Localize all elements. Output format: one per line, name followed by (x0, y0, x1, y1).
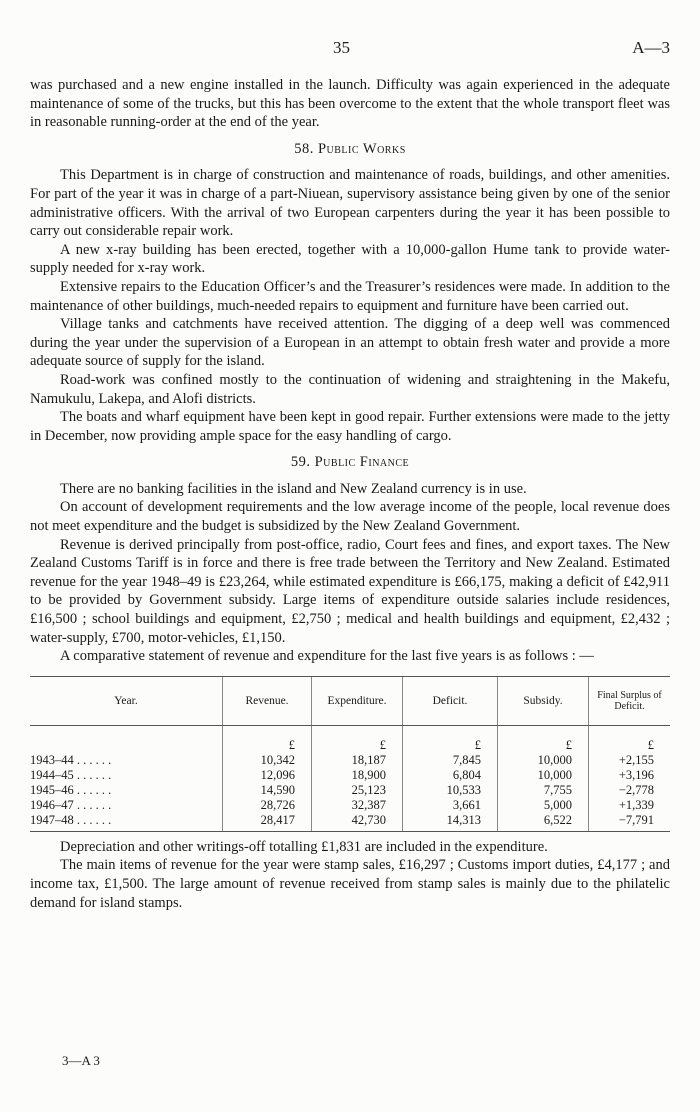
paragraph: The boats and wharf equipment have been kept in good repair. Further extensions were made to the jetty in December, now providing ample space for the easy handling of cargo. (30, 409, 670, 444)
column-header-deficit: Deficit. (403, 676, 498, 725)
subsidy-cell: 10,000 (498, 753, 589, 768)
deficit-cell: 14,313 (403, 813, 498, 832)
unit-cell: £ (403, 725, 498, 753)
table-row (30, 813, 670, 832)
deficit-cell: 3,661 (403, 798, 498, 813)
paragraph: A comparative statement of revenue and expenditure for the last five years is as follows : — (60, 648, 594, 665)
expenditure-cell: 25,123 (312, 783, 403, 798)
footer-signature: 3—A 3 (62, 1053, 100, 1068)
unit-cell: £ (223, 725, 312, 753)
final-cell: +1,339 (589, 798, 671, 813)
subsidy-cell: 5,000 (498, 798, 589, 813)
revenue-cell: 10,342 (223, 753, 312, 768)
column-header-final-surplus: Final Surplus of Deficit. (589, 676, 671, 725)
final-cell: +2,155 (589, 753, 671, 768)
year-cell: 1944–45 . . . . . . (30, 767, 112, 782)
revenue-cell: 28,726 (223, 798, 312, 813)
paragraph: The main items of revenue for the year were stamp sales, £16,297 ; Customs import duties, £4,177 ; and income tax, £1,500. The large amount of revenue received from stamp sales is mainly due to the philatelic demand for island stamps. (30, 857, 670, 911)
column-header-subsidy: Subsidy. (498, 676, 589, 725)
paragraph: Revenue is derived principally from post-office, radio, Court fees and fines, and export taxes. The New Zealand Customs Tariff is in force and there is free trade between the Territory and New Zealand. Estimated revenue for the year 1948–49 is £23,264, while estimated expenditure is £66,175, making a deficit of £42,911 to be provided by Government subsidy. Large items of expenditure outside salaries include residences, £16,500 ; school buildings and equipment, £2,750 ; medical and health buildings and equipment, £2,432 ; water-supply, £700, motor-vehicles, £1,150. (30, 536, 670, 646)
unit-cell (30, 725, 223, 753)
subsidy-cell: 7,755 (498, 783, 589, 798)
table-row (30, 753, 670, 768)
year-cell: 1947–48 . . . . . . (30, 813, 223, 832)
paragraph: A new x-ray building has been erected, together with a 10,000-gallon Hume tank to provide water-supply needed for x-ray work. (30, 241, 670, 277)
table-header-row (30, 676, 670, 725)
unit-cell: £ (312, 725, 403, 753)
column-header-year: Year. (30, 676, 223, 725)
final-cell: −7,791 (589, 813, 671, 832)
paragraph: Village tanks and catchments have received attention. The digging of a deep well was commenced during the year under the supervision of a European in an attempt to obtain fresh water and provide a more adequate source of supply for the island. (30, 316, 670, 370)
paragraph: There are no banking facilities in the island and New Zealand currency is in use. (60, 480, 527, 497)
subsidy-cell: 10,000 (498, 768, 589, 783)
paragraph: Depreciation and other writings-off totalling £1,831 are included in the expenditure. (60, 838, 548, 855)
deficit-cell: 6,804 (403, 768, 498, 783)
table-row (30, 768, 670, 783)
final-cell: −2,778 (589, 783, 671, 798)
deficit-cell: 10,533 (403, 783, 498, 798)
page-number: 35 (333, 38, 350, 57)
year-cell: 1946–47 . . . . . . (30, 797, 112, 812)
expenditure-cell: 18,187 (312, 753, 403, 768)
paragraph: This Department is in charge of construction and maintenance of roads, buildings, and other amenities. For part of the year it was in charge of a part-Niuean, supervisory assistance being given by one of the senior administrative officers. With the arrival of two European carpenters during the year it has been possible to carry out considerable repair work. (30, 167, 670, 240)
section-title-public-finance: 59. Public Finance (290, 454, 410, 471)
deficit-cell: 7,845 (403, 753, 498, 768)
revenue-cell: 28,417 (223, 813, 312, 832)
table-row (30, 783, 670, 798)
unit-cell: £ (589, 725, 671, 753)
intro-paragraph: was purchased and a new engine installed in the launch. Difficulty was again experienced in the adequate maintenance of some of the trucks, but this has been overcome to the extent that the whole transport fleet was in reasonable running-order at the end of the year. (30, 77, 670, 131)
document-reference: A—3 (632, 38, 670, 57)
expenditure-cell: 32,387 (312, 798, 403, 813)
revenue-cell: 14,590 (223, 783, 312, 798)
year-cell: 1945–46 . . . . . . (30, 782, 112, 797)
table-units-row (30, 725, 670, 753)
unit-cell: £ (498, 725, 589, 753)
expenditure-cell: 18,900 (312, 768, 403, 783)
section-title-public-works: 58. Public Works (294, 140, 406, 157)
expenditure-cell: 42,730 (312, 813, 403, 832)
paragraph: Extensive repairs to the Education Officer’s and the Treasurer’s residences were made. In addition to the maintenance of other buildings, much-needed repairs to equipment and furniture have been carried out. (30, 278, 670, 314)
final-cell: +3,196 (589, 768, 671, 783)
paragraph: On account of development requirements and the low average income of the people, local revenue does not meet expenditure and the budget is subsidized by the New Zealand Government. (30, 499, 670, 535)
page-header (0, 38, 700, 58)
column-header-expenditure: Expenditure. (312, 676, 403, 725)
finance-table (30, 676, 670, 832)
paragraph: Road-work was confined mostly to the continuation of widening and straightening in the Makefu, Namukulu, Lakepa, and Alofi districts. (30, 371, 670, 407)
year-cell: 1943–44 . . . . . . (30, 752, 112, 767)
column-header-revenue: Revenue. (223, 676, 312, 725)
subsidy-cell: 6,522 (498, 813, 589, 832)
table-row (30, 798, 670, 813)
page-body (30, 76, 670, 912)
revenue-cell: 12,096 (223, 768, 312, 783)
